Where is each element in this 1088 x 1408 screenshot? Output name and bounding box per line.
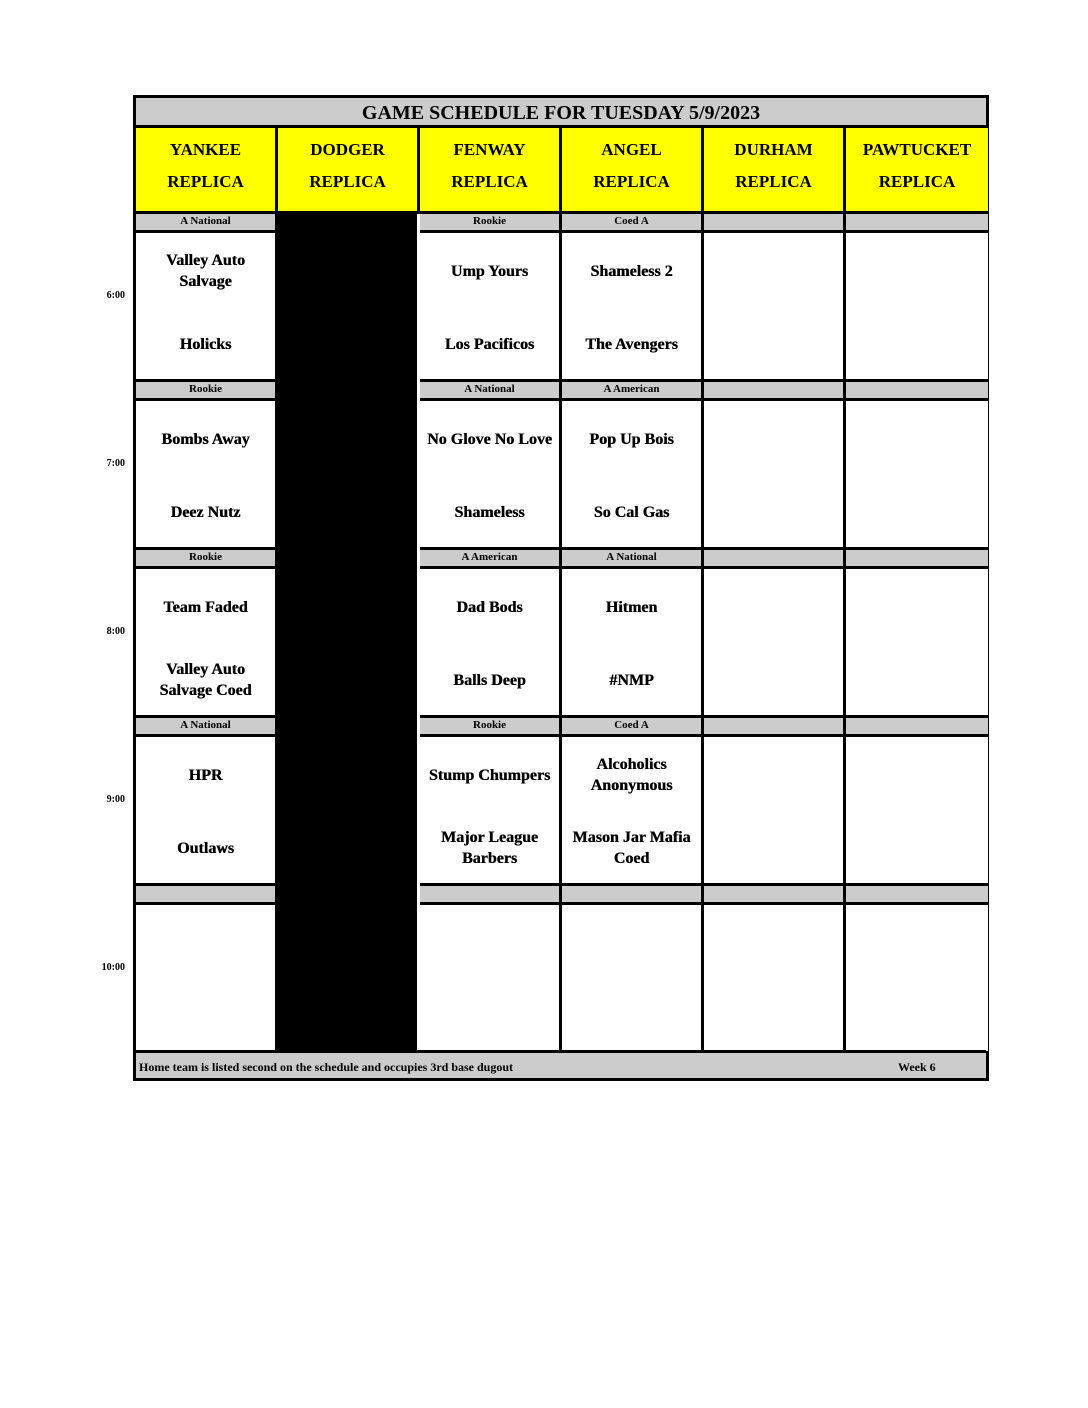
game-slot xyxy=(846,569,988,715)
game-slot xyxy=(420,401,562,547)
game-slot xyxy=(562,401,704,547)
time-label: 6:00 xyxy=(106,290,125,301)
home-team: Major League Barbers xyxy=(440,829,538,867)
schedule-table xyxy=(133,95,989,1081)
home-team: The Avengers xyxy=(585,336,678,353)
footer-note: Home team is listed second on the schedule and occupies 3rd base dugout xyxy=(139,1060,514,1074)
field-name: YANKEE xyxy=(169,140,242,159)
game-slot xyxy=(846,233,988,379)
division-label xyxy=(704,211,846,233)
field-subtitle: REPLICA xyxy=(878,172,956,191)
game-slot xyxy=(562,905,704,1051)
field-name: DURHAM xyxy=(734,140,813,159)
home-team: #NMP xyxy=(609,672,654,689)
field-name: ANGEL xyxy=(601,140,662,159)
time-label: 10:00 xyxy=(101,962,125,973)
away-team: Shameless 2 xyxy=(590,263,673,280)
game-slot xyxy=(420,905,562,1051)
home-team: Deez Nutz xyxy=(170,504,241,521)
division-label xyxy=(562,883,704,905)
division-label: A National xyxy=(562,547,704,569)
game-slot xyxy=(136,233,278,379)
game-slot xyxy=(562,737,704,883)
week-label: Week 6 xyxy=(898,1060,936,1074)
field-name: DODGER xyxy=(310,140,385,159)
field-subtitle: REPLICA xyxy=(309,172,386,191)
schedule-footer xyxy=(136,1050,986,1078)
field-header-2 xyxy=(420,128,562,214)
game-slot xyxy=(704,737,846,883)
away-team: Pop Up Bois xyxy=(589,431,674,448)
game-slot xyxy=(420,233,562,379)
division-label: Coed A xyxy=(562,211,704,233)
division-label xyxy=(136,883,278,905)
game-slot xyxy=(846,905,988,1051)
game-slot xyxy=(136,737,278,883)
home-team: Valley Auto Salvage Coed xyxy=(159,661,252,699)
closed-field-column xyxy=(278,214,417,1050)
schedule-title: GAME SCHEDULE FOR TUESDAY 5/9/2023 xyxy=(136,98,986,128)
game-slot xyxy=(562,233,704,379)
home-team: Outlaws xyxy=(177,840,234,857)
home-team: Los Pacificos xyxy=(444,336,535,353)
home-team: Mason Jar Mafia Coed xyxy=(572,829,691,867)
away-team: Alcoholics Anonymous xyxy=(590,756,673,794)
away-team: HPR xyxy=(188,767,223,784)
field-subtitle: REPLICA xyxy=(593,172,670,191)
division-label xyxy=(846,211,988,233)
away-team: Valley Auto Salvage xyxy=(166,252,245,290)
division-label: A American xyxy=(420,547,562,569)
game-slot xyxy=(562,569,704,715)
field-name: PAWTUCKET xyxy=(862,140,972,159)
game-slot xyxy=(136,569,278,715)
away-team: Hitmen xyxy=(605,599,658,616)
field-name: FENWAY xyxy=(453,140,526,159)
away-team: Team Faded xyxy=(163,599,248,616)
division-label: Coed A xyxy=(562,715,704,737)
division-label: Rookie xyxy=(420,211,562,233)
game-slot xyxy=(420,569,562,715)
game-slot xyxy=(704,905,846,1051)
field-header-3 xyxy=(562,128,704,214)
division-label xyxy=(704,547,846,569)
field-header-0 xyxy=(136,128,278,214)
division-label xyxy=(846,547,988,569)
game-slot xyxy=(704,569,846,715)
away-team: No Glove No Love xyxy=(427,431,552,448)
field-subtitle: REPLICA xyxy=(167,172,244,191)
field-header-4 xyxy=(704,128,846,214)
time-label: 8:00 xyxy=(106,626,125,637)
home-team: Holicks xyxy=(179,336,232,353)
field-header-5 xyxy=(846,128,988,214)
game-slot xyxy=(704,401,846,547)
home-team: Shameless xyxy=(454,504,525,521)
division-label xyxy=(704,715,846,737)
division-label xyxy=(846,379,988,401)
division-label: A National xyxy=(420,379,562,401)
away-team: Stump Chumpers xyxy=(428,767,551,784)
home-team: So Cal Gas xyxy=(593,504,670,521)
away-team: Ump Yours xyxy=(450,263,529,280)
away-team: Bombs Away xyxy=(161,431,250,448)
time-label: 7:00 xyxy=(106,458,125,469)
division-label xyxy=(704,883,846,905)
division-label xyxy=(420,883,562,905)
game-slot xyxy=(420,737,562,883)
division-label xyxy=(846,883,988,905)
division-label: A American xyxy=(562,379,704,401)
game-slot xyxy=(136,401,278,547)
game-slot xyxy=(136,905,278,1051)
division-label: Rookie xyxy=(420,715,562,737)
home-team: Balls Deep xyxy=(453,672,526,689)
game-slot xyxy=(704,233,846,379)
division-label: A National xyxy=(136,211,278,233)
division-label: A National xyxy=(136,715,278,737)
division-label: Rookie xyxy=(136,547,278,569)
time-label: 9:00 xyxy=(106,794,125,805)
game-slot xyxy=(846,737,988,883)
field-subtitle: REPLICA xyxy=(451,172,528,191)
away-team: Dad Bods xyxy=(456,599,523,616)
division-label xyxy=(704,379,846,401)
division-label xyxy=(846,715,988,737)
game-slot xyxy=(846,401,988,547)
field-header-1 xyxy=(278,128,420,214)
division-label: Rookie xyxy=(136,379,278,401)
field-subtitle: REPLICA xyxy=(735,172,812,191)
